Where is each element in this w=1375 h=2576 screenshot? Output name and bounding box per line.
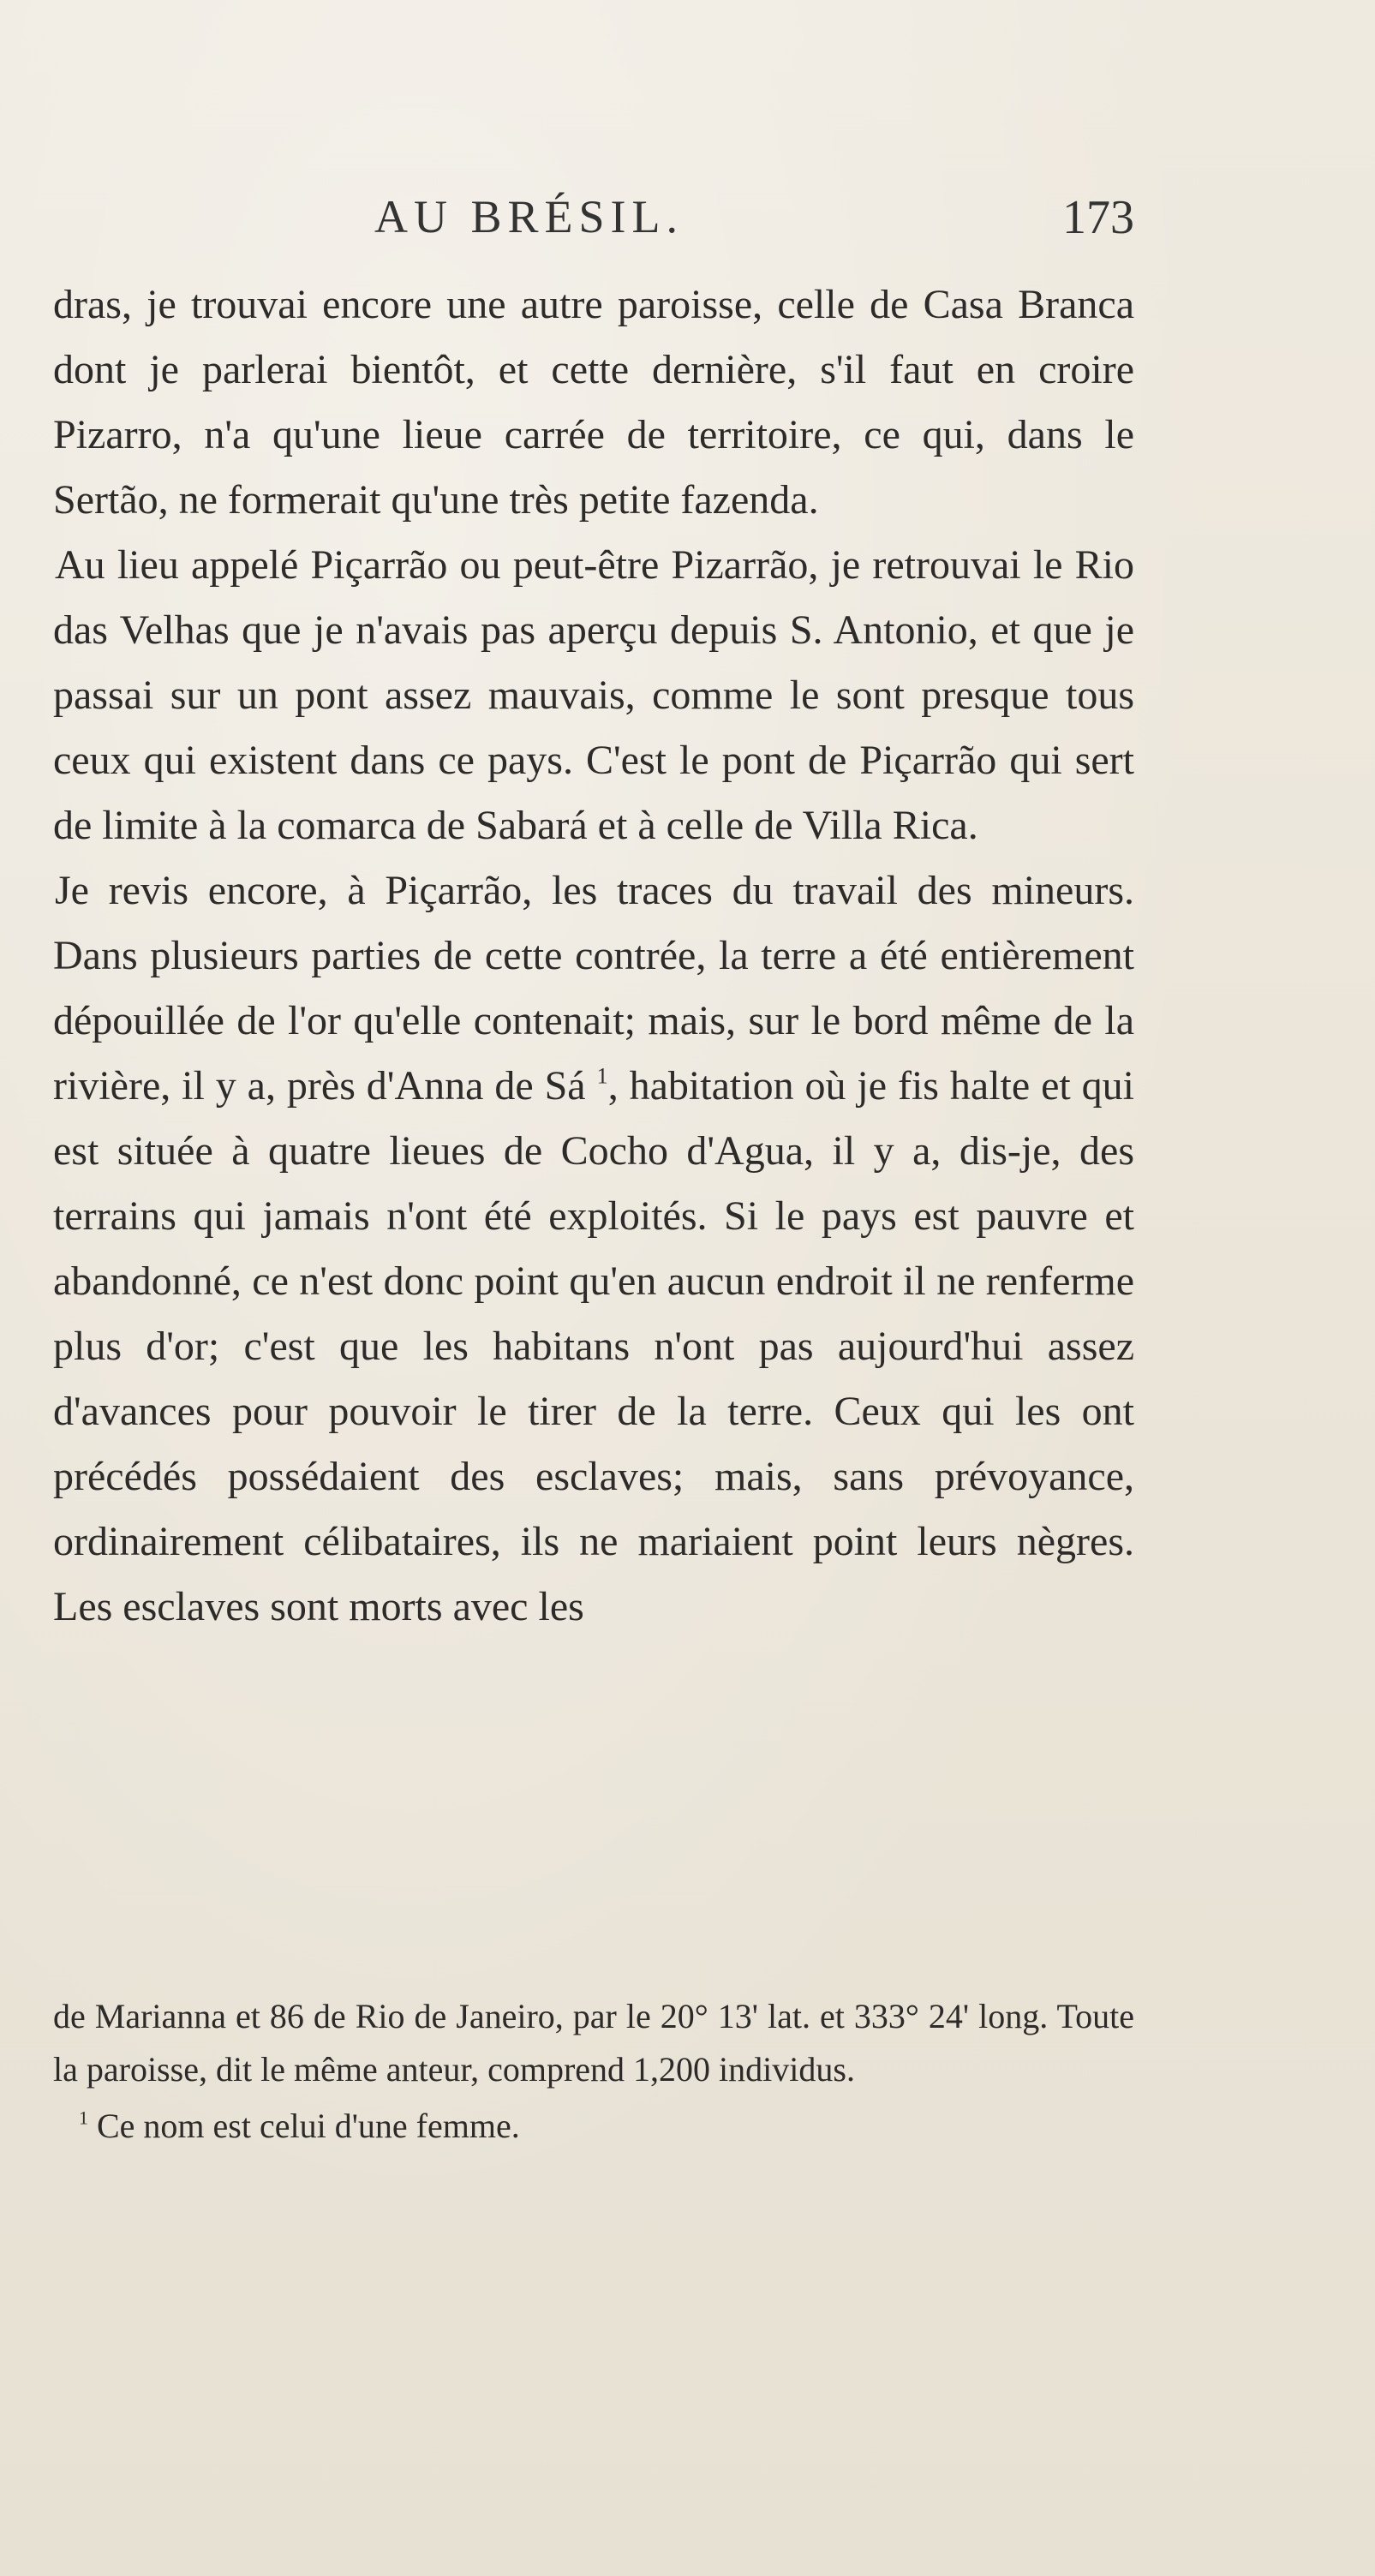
footnote-1 [53,2100,1134,2153]
paragraph-2: Au lieu appelé Piçarrão ou peut-être Pizarrão, je retrouvai le Rio das Velhas que je n'avais pas aperçu depuis S. Antonio, et que je passai sur un pont assez mauvais, comme le sont presque tous ceux qui existent dans ce pays. C'est le pont de Piçarrão qui sert de limite à la comarca de Sabará et à celle de Villa Rica. [53,542,1134,848]
footnote-continued: de Marianna et 86 de Rio de Janeiro, par le 20° 13' lat. et 333° 24' long. Toute la paroisse, dit le même anteur, comprend 1,200 individus. [53,1997,1134,2089]
paragraph-3-part-2: , habitation où je fis halte et qui est située à quatre lieues de Cocho d'Agua, il y a, dis-je, des terrains qui jamais n'ont été exploités. Si le pays est pauvre et abandonné, ce n'est donc point qu'en aucun endroit il ne renferme plus d'or; c'est que les habitans n'ont pas aujourd'hui assez d'avances pour pouvoir le tirer de la terre. Ceux qui les ont précédés possédaient des esclaves; mais, sans prévoyance, ordinairement célibataires, ils ne mariaient point leurs nègres. Les esclaves sont morts avec les [53,1063,1135,1629]
main-text [53,272,1134,1640]
running-head: AU BRÉSIL. [374,191,685,242]
page-number: 173 [1062,191,1134,244]
paragraph-1: dras, je trouvai encore une autre paroisse, celle de Casa Branca dont je parlerai bientôt, et cette dernière, s'il faut en croire Pizarro, n'a qu'une lieue carrée de territoire, ce qui, dans le Sertão, ne formerait qu'une très petite fazenda. [53,282,1134,523]
paragraph-3-part-1: Je revis encore, à Piçarrão, les traces du travail des mineurs. Dans plusieurs parties de cette contrée, la terre a été entièrement dépouillée de l'or qu'elle contenait; mais, sur le bord même de la rivière, il y a, près d'Anna de Sá [53,868,1134,1109]
page-header [53,190,1134,250]
footnotes [53,1990,1134,2153]
paragraph-3 [53,858,1134,1640]
footnote-text: Ce nom est celui d'une femme. [97,2107,520,2145]
footnote-reference: 1 [596,1062,608,1089]
footnote-mark: 1 [79,2107,88,2129]
